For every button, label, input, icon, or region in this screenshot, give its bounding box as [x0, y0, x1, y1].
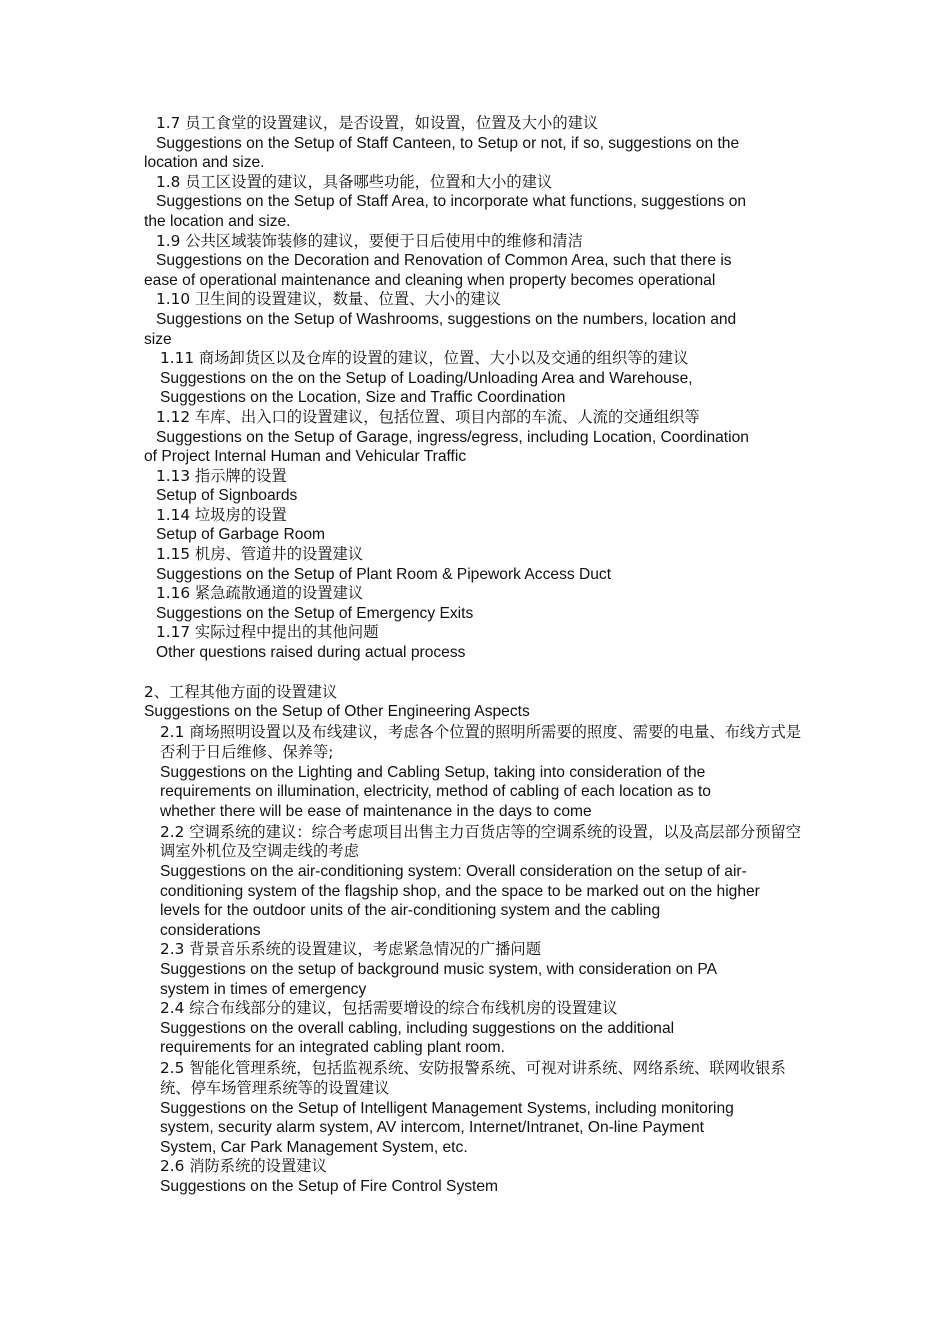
- item-1-11-heading: 1.11 商场卸货区以及仓库的设置的建议，位置、大小以及交通的组织等的建议: [160, 349, 689, 368]
- item-2-3-english-line-1: Suggestions on the setup of background music system, with consideration on PA: [160, 960, 718, 978]
- item-2-4-heading: 2.4 综合布线部分的建议，包括需要增设的综合布线机房的设置建议: [160, 999, 618, 1018]
- item-1-17-english-line-1: Other questions raised during actual process: [156, 644, 466, 662]
- item-2-1-english-line-1: Suggestions on the Lighting and Cabling Setup, taking into consideration of the: [160, 763, 706, 781]
- item-2-2-heading: 2.2 空调系统的建议：综合考虑项目出售主力百货店等的空调系统的设置，以及高层部分预留空调室外机位及空调走线的考虑: [160, 822, 802, 861]
- item-1-7-english-line-1: Suggestions on the Setup of Staff Canteen, to Setup or not, if so, suggestions on the: [156, 134, 740, 152]
- item-1-14-english-line-1: Setup of Garbage Room: [156, 526, 326, 544]
- item-1-17-heading: 1.17 实际过程中提出的其他问题: [156, 623, 379, 642]
- item-1-12-english-line-1: Suggestions on the Setup of Garage, ingress/egress, including Location, Coordination: [156, 428, 749, 446]
- item-1-7-english-line-2: location and size.: [144, 154, 265, 172]
- item-2-1-heading: 2.1 商场照明设置以及布线建议，考虑各个位置的照明所需要的照度、需要的电量、布线方式是否利于日后维修、保养等;: [160, 723, 802, 761]
- item-1-15-english-line-1: Suggestions on the Setup of Plant Room & Pipework Access Duct: [156, 565, 612, 583]
- item-1-8-english-line-2: the location and size.: [144, 212, 291, 230]
- item-2-2-english-line-4: considerations: [160, 921, 261, 939]
- blank-line: [144, 663, 812, 683]
- item-2-1-english-line-2: requirements on illumination, electricity, method of cabling of each location as to: [160, 783, 711, 801]
- item-1-7-heading: 1.7 员工食堂的设置建议，是否设置，如设置，位置及大小的建议: [156, 114, 599, 132]
- item-1-12-english-line-2: of Project Internal Human and Vehicular Traffic: [144, 448, 467, 466]
- document-page: [144, 114, 812, 1197]
- item-2-3-heading: 2.3 背景音乐系统的设置建议，考虑紧急情况的广播问题: [160, 940, 542, 959]
- item-2-2-english-line-3: levels for the outdoor units of the air-conditioning system and the cabling: [160, 902, 661, 920]
- item-1-16-heading: 1.16 紧急疏散通道的设置建议: [156, 584, 364, 603]
- section-2-english-heading: Suggestions on the Setup of Other Engineering Aspects: [144, 703, 530, 721]
- item-1-10-english-line-2: size: [144, 330, 172, 348]
- item-2-5-english-line-1: Suggestions on the Setup of Intelligent Management Systems, including monitoring: [160, 1099, 734, 1117]
- item-1-8-english-line-1: Suggestions on the Setup of Staff Area, to incorporate what functions, suggestions on: [156, 193, 747, 211]
- item-1-9-heading: 1.9 公共区域装饰装修的建议，要便于日后使用中的维修和清洁: [156, 231, 583, 250]
- item-2-3-english-line-2: system in times of emergency: [160, 980, 367, 998]
- item-1-16-english-line-1: Suggestions on the Setup of Emergency Exits: [156, 604, 474, 622]
- item-2-6-english-line-1: Suggestions on the Setup of Fire Control System: [160, 1177, 499, 1195]
- item-1-13-heading: 1.13 指示牌的设置: [156, 466, 287, 485]
- item-1-11-english-line-1: Suggestions on the on the Setup of Loading/Unloading Area and Warehouse,: [160, 369, 693, 387]
- item-2-6-heading: 2.6 消防系统的设置建议: [160, 1157, 327, 1176]
- item-1-13-english-line-1: Setup of Signboards: [156, 487, 298, 505]
- item-1-10-english-line-1: Suggestions on the Setup of Washrooms, suggestions on the numbers, location and: [156, 310, 737, 328]
- item-1-8-heading: 1.8 员工区设置的建议，具备哪些功能，位置和大小的建议: [156, 172, 553, 191]
- item-2-1-english-line-3: whether there will be ease of maintenance in the days to come: [160, 802, 592, 820]
- item-2-2-english-line-2: conditioning system of the flagship shop, and the space to be marked out on the higher: [160, 882, 760, 900]
- item-2-2-english-line-1: Suggestions on the air-conditioning system: Overall consideration on the setup of air-: [160, 862, 747, 880]
- item-1-15-heading: 1.15 机房、管道井的设置建议: [156, 545, 364, 564]
- item-1-9-english-line-1: Suggestions on the Decoration and Renovation of Common Area, such that there is: [156, 252, 732, 270]
- item-2-4-english-line-2: requirements for an integrated cabling plant room.: [160, 1039, 505, 1057]
- item-2-4-english-line-1: Suggestions on the overall cabling, including suggestions on the additional: [160, 1019, 675, 1037]
- item-1-12-heading: 1.12 车库、出入口的设置建议，包括位置、项目内部的车流、人流的交通组织等: [156, 407, 700, 426]
- item-1-14-heading: 1.14 垃圾房的设置: [156, 505, 287, 524]
- item-1-10-heading: 1.10 卫生间的设置建议，数量、位置、大小的建议: [156, 290, 501, 309]
- item-2-5-heading: 2.5 智能化管理系统，包括监视系统、安防报警系统、可视对讲系统、网络系统、联网收银系统、停车场管理系统等的设置建议: [160, 1059, 786, 1097]
- section-2-heading: 2、工程其他方面的设置建议: [144, 682, 338, 701]
- item-1-11-english-line-2: Suggestions on the Location, Size and Traffic Coordination: [160, 389, 566, 407]
- item-2-5-english-line-3: System, Car Park Management System, etc.: [160, 1138, 468, 1156]
- item-2-5-english-line-2: system, security alarm system, AV intercom, Internet/Intranet, On-line Payment: [160, 1119, 704, 1137]
- item-1-9-english-line-2: ease of operational maintenance and cleaning when property becomes operational: [144, 271, 716, 289]
